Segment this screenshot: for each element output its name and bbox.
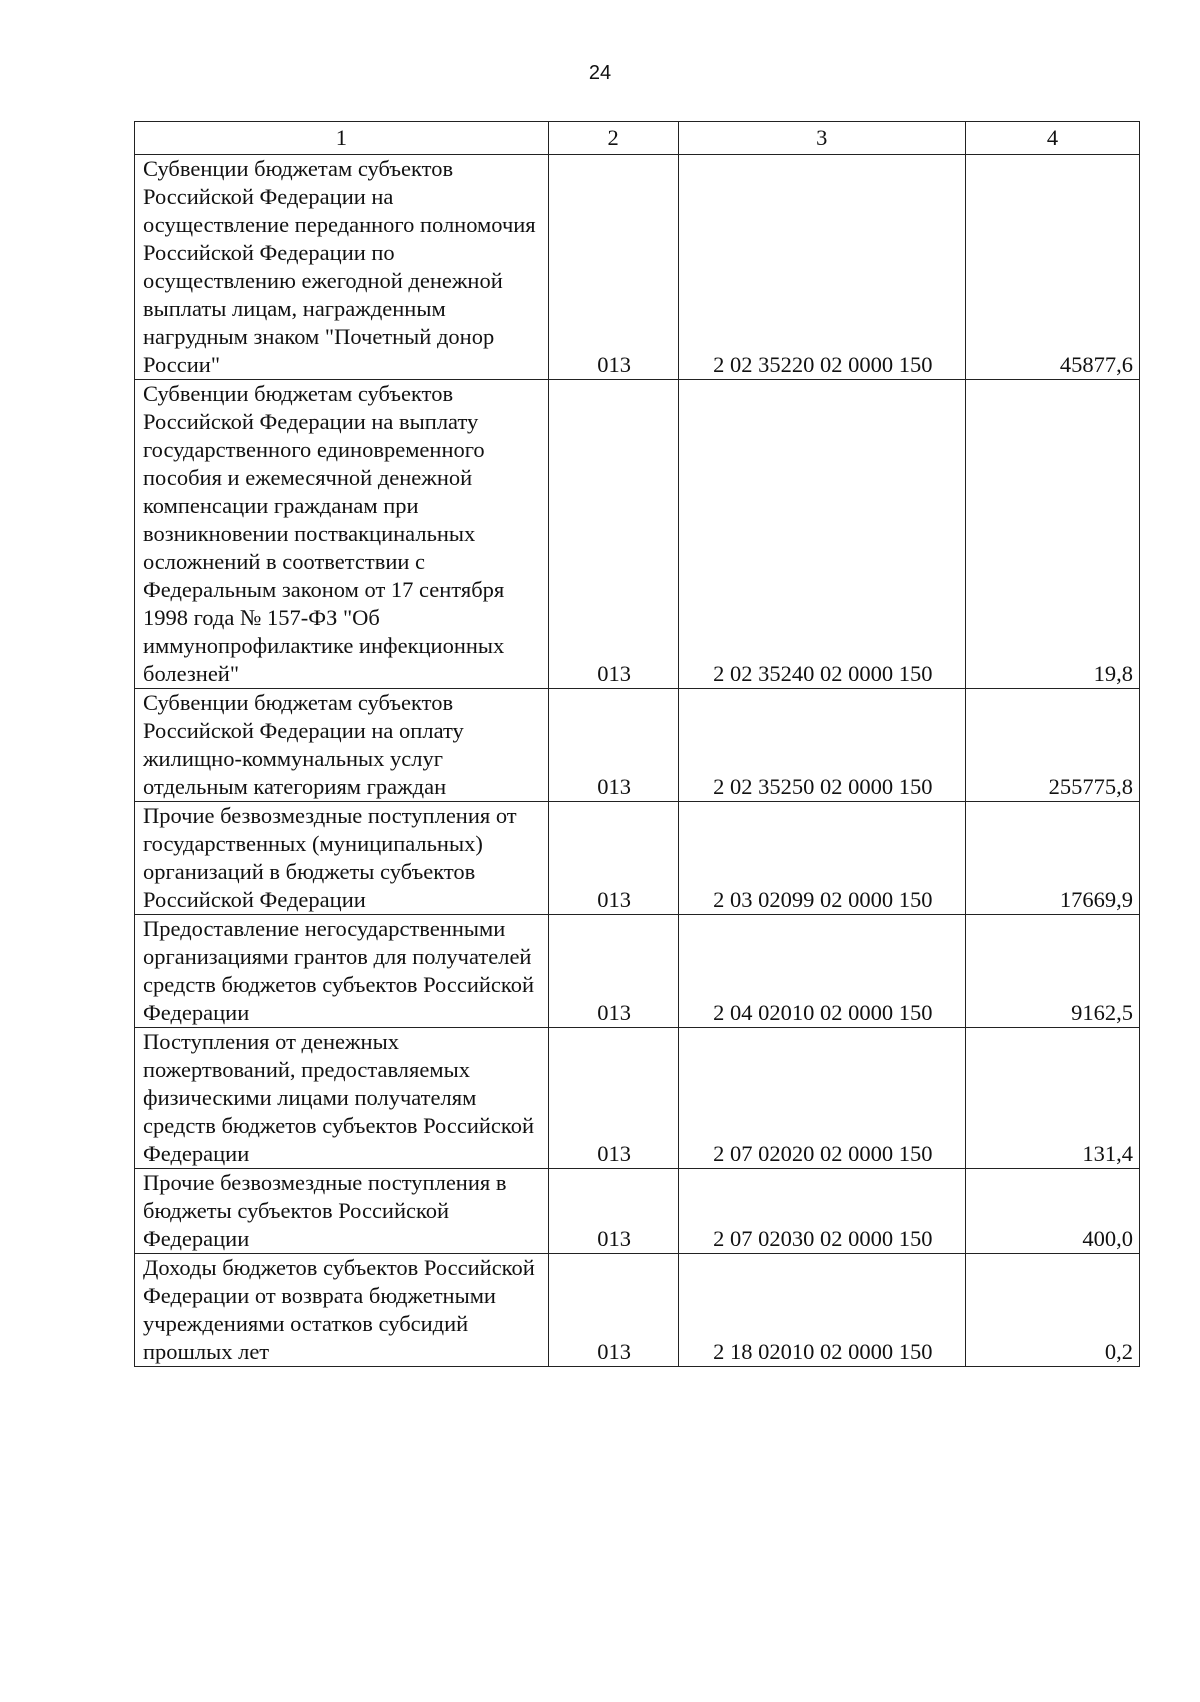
table-row <box>135 1028 1140 1169</box>
admin-code-cell: 013 <box>548 1028 678 1169</box>
table-row <box>135 380 1140 689</box>
budget-code-cell: 2 07 02020 02 0000 150 <box>678 1028 966 1169</box>
table-header-row <box>135 122 1140 155</box>
table-row <box>135 1169 1140 1254</box>
budget-code-cell: 2 04 02010 02 0000 150 <box>678 915 966 1028</box>
amount-cell: 400,0 <box>966 1169 1140 1254</box>
admin-code-cell: 013 <box>548 1169 678 1254</box>
admin-code-cell: 013 <box>548 802 678 915</box>
table-row <box>135 915 1140 1028</box>
table-row <box>135 155 1140 380</box>
revenue-name-cell: Поступления от денежных пожертвований, предоставляемых физическими лицами получателям средств бюджетов субъектов Российской Федерации <box>135 1028 549 1169</box>
revenue-name-cell: Прочие безвозмездные поступления в бюджеты субъектов Российской Федерации <box>135 1169 549 1254</box>
revenue-name-cell: Предоставление негосударственными организациями грантов для получателей средств бюджетов субъектов Российской Федерации <box>135 915 549 1028</box>
page-number: 24 <box>588 62 612 84</box>
budget-code-cell: 2 07 02030 02 0000 150 <box>678 1169 966 1254</box>
revenue-name-cell: Субвенции бюджетам субъектов Российской Федерации на осуществление переданного полномочия Российской Федерации по осуществлению ежегодной денежной выплаты лицам, награжденным нагрудным знаком "Почетный донор России" <box>135 155 549 380</box>
revenue-name-cell: Доходы бюджетов субъектов Российской Федерации от возврата бюджетными учреждениями остатков субсидий прошлых лет <box>135 1254 549 1367</box>
admin-code-cell: 013 <box>548 689 678 802</box>
revenue-name-cell: Прочие безвозмездные поступления от государственных (муниципальных) организаций в бюджеты субъектов Российской Федерации <box>135 802 549 915</box>
table-row <box>135 1254 1140 1367</box>
revenue-name-cell: Субвенции бюджетам субъектов Российской Федерации на оплату жилищно-коммунальных услуг отдельным категориям граждан <box>135 689 549 802</box>
amount-cell: 19,8 <box>966 380 1140 689</box>
admin-code-cell: 013 <box>548 1254 678 1367</box>
revenue-table <box>134 121 1140 1367</box>
amount-cell: 9162,5 <box>966 915 1140 1028</box>
amount-cell: 0,2 <box>966 1254 1140 1367</box>
revenue-name-cell: Субвенции бюджетам субъектов Российской Федерации на выплату государственного единовременного пособия и ежемесячной денежной компенсации гражданам при возникновении поствакцинальных осложнений в соответствии с Федеральным законом от 17 сентября 1998 года № 157-ФЗ "Об иммунопрофилактике инфекционных болезней" <box>135 380 549 689</box>
admin-code-cell: 013 <box>548 915 678 1028</box>
budget-code-cell: 2 03 02099 02 0000 150 <box>678 802 966 915</box>
amount-cell: 17669,9 <box>966 802 1140 915</box>
column-header-1: 1 <box>135 122 549 155</box>
table-row <box>135 689 1140 802</box>
amount-cell: 45877,6 <box>966 155 1140 380</box>
column-header-2: 2 <box>548 122 678 155</box>
budget-code-cell: 2 02 35220 02 0000 150 <box>678 155 966 380</box>
table-row <box>135 802 1140 915</box>
admin-code-cell: 013 <box>548 380 678 689</box>
admin-code-cell: 013 <box>548 155 678 380</box>
column-header-3: 3 <box>678 122 966 155</box>
amount-cell: 255775,8 <box>966 689 1140 802</box>
column-header-4: 4 <box>966 122 1140 155</box>
budget-code-cell: 2 02 35240 02 0000 150 <box>678 380 966 689</box>
budget-code-cell: 2 18 02010 02 0000 150 <box>678 1254 966 1367</box>
budget-code-cell: 2 02 35250 02 0000 150 <box>678 689 966 802</box>
amount-cell: 131,4 <box>966 1028 1140 1169</box>
